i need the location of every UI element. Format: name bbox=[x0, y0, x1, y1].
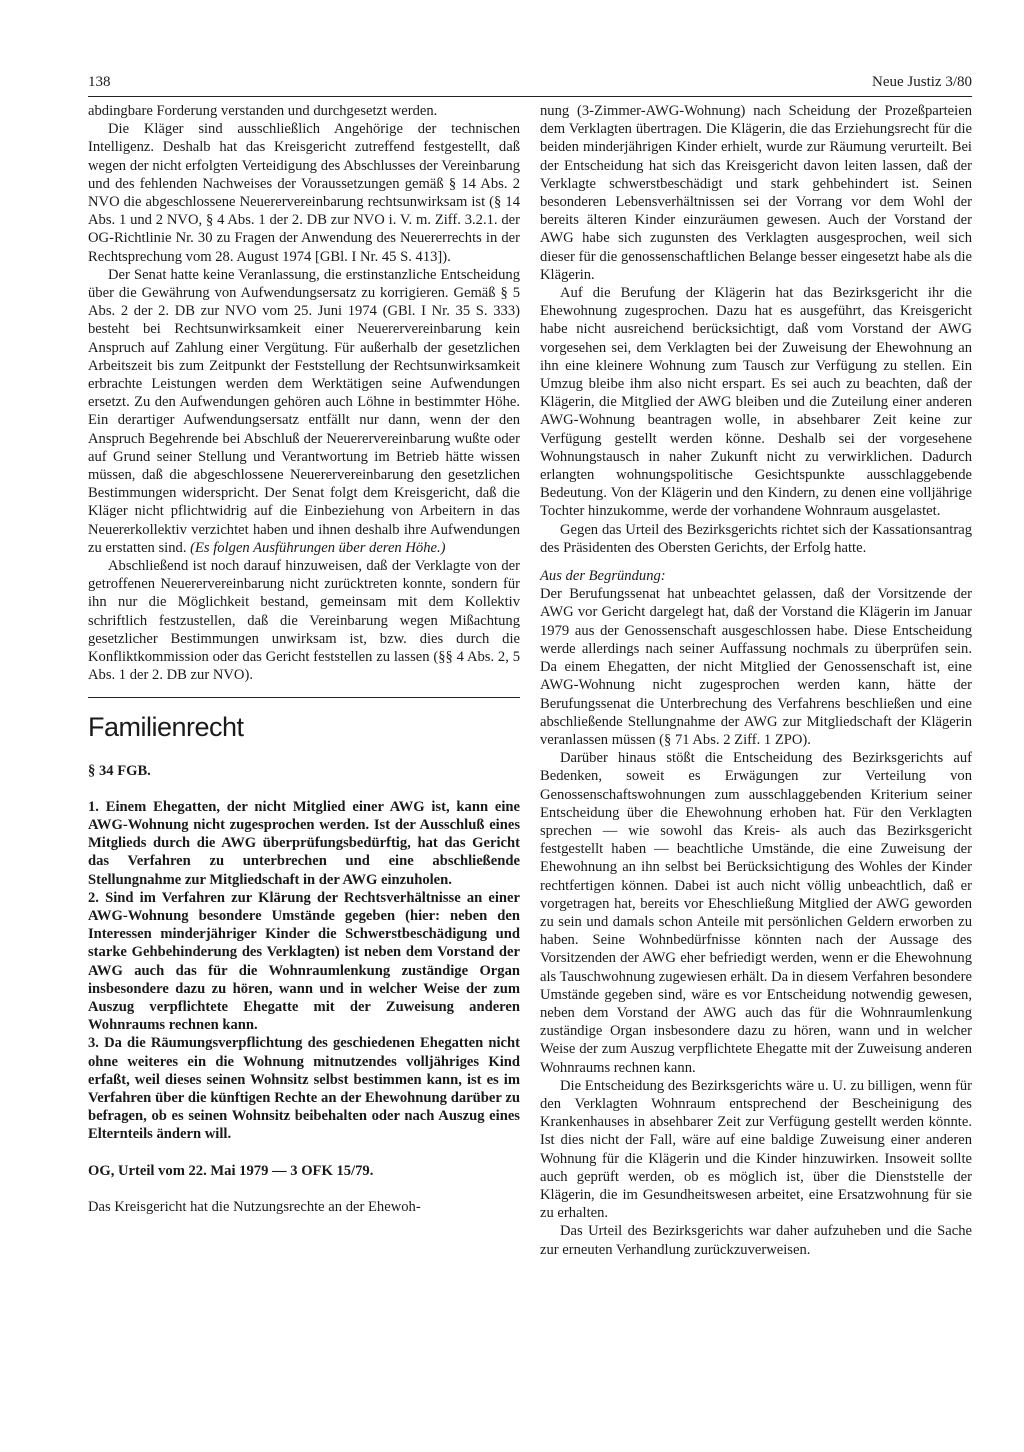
headnote-2: 2. Sind im Verfahren zur Klärung der Rechtsverhältnisse an einer AWG-Wohnung besondere Umstände gegeben (hier: neben den Interessen minderjähriger Kinder die Schwerstbeschädigung und starke Gehbehinderung des Verklagten) ist neben dem Vorstand der AWG auch das für die Wohnraumlenkung zuständige Organ insbesondere dazu zu hören, wann und in welcher Weise der zum Auszug verpflichtete Ehegatte mit der Zuweisung anderen Wohnraums rechnen kann. bbox=[88, 889, 520, 1034]
paragraph: Auf die Berufung der Klägerin hat das Bezirksgericht ihr die Ehewohnung zugesprochen. Dazu hat es ausgeführt, das Kreisgericht habe nicht ausreichend berücksichtigt, daß vom Vorstand der AWG vorgesehen sei, dem Verklagten bei der Zuweisung der Ehewohnung an ihn eine kleinere Wohnung zum Tausch zur Verfügung zu stellen. Ein Umzug bleibe ihm also nicht erspart. Es sei auch zu beachten, daß der Klägerin, die Mitglied der AWG bleiben und die Zuteilung einer anderen AWG-Wohnung beantragen wolle, in absehbarer Zeit keine zur Verfügung gestellt werden könne. Deshalb sei der vorgesehene Wohnungstausch in naher Zukunft nicht zu verwirklichen. Dadurch erlangten wohnungspolitische Gesichtspunkte ausschlaggebende Bedeutung. Von der Klägerin und den Kindern, zu denen eine volljährige Tochter hinzukomme, werde der vorhandene Wohnraum ausgelastet. bbox=[540, 285, 972, 520]
headnote-3: 3. Da die Räumungsverpflichtung des geschiedenen Ehegatten nicht ohne weiteres ein die Wohnung mitnutzendes volljähriges Kind erfaßt, weil dieses seinen Wohnsitz selbst bestimmen kann, ist es im Verfahren über die künftigen Rechte an der Ehewohnung darüber zu befragen, ob es seinen Wohnsitz beibehalten oder nach Auszug eines Elternteils ändern will. bbox=[88, 1035, 520, 1143]
header-rule bbox=[88, 96, 972, 97]
paragraph: Gegen das Urteil des Bezirksgerichts richtet sich der Kassationsantrag des Präsidenten des Obersten Gerichts, der Erfolg hatte. bbox=[540, 521, 972, 556]
paragraph: Die Entscheidung des Bezirksgerichts wäre u. U. zu billigen, wenn für den Verklagten Wohnraum entsprechend der Bescheinigung des Krankenhauses in absehbarer Zeit zur Verfügung gestellt werden könnte. Ist dies nicht der Fall, wäre auf eine baldige Zuweisung einer anderen Wohnung für die Klägerin und die Kinder hinzuwirken. Insoweit sollte auch geprüft werden, ob es möglich ist, über die Dienststelle der Klägerin, die im Gesundheitswesen arbeitet, eine Ersatzwohnung für sie zu erhalten. bbox=[540, 1077, 972, 1222]
paragraph: Das Kreisgericht hat die Nutzungsrechte an der Ehewoh- bbox=[88, 1198, 421, 1215]
paragraph bbox=[88, 266, 520, 557]
paragraph: Das Urteil des Bezirksgerichts war daher aufzuheben und die Sache zur erneuten Verhandlung zurückzuverweisen. bbox=[540, 1223, 972, 1258]
paragraph-text: Der Senat hatte keine Veranlassung, die erstinstanzliche Entscheidung über die Gewährung von Aufwendungsersatz zu korrigieren. Gemäß § 5 Abs. 2 der 2. DB zur NVO vom 25. Juni 1974 (GBl. I Nr. 35 S. 333) besteht bei Rechtsunwirksamkeit einer Neuerervereinbarung kein Anspruch auf Zahlung einer Vergütung. Für außerhalb der gesetzlichen Arbeitszeit bis zum Zeitpunkt der Feststellung der Rechtsunwirksamkeit erbrachte Leistungen werden dem Werktätigen seine Aufwendungen ersetzt. Zu den Aufwendungen gehören auch Löhne in bestimmter Höhe. Ein derartiger Aufwendungsersatz entfällt nur dann, wenn der den Anspruch Begehrende bei Abschluß der Neuerervereinbarung wußte oder auf Grund seiner Stellung und Verantwortung im Betrieb hätte wissen müssen, daß die abgeschlossene Neuerervereinbarung den gesetzlichen Bestimmungen widerspricht. Der Senat folgt dem Kreisgericht, daß die Kläger nicht pflichtwidrig auf die Einbeziehung von Arbeitern in das Neuererkollektiv verzichtet haben und ihnen deshalb ihre Aufwendungen zu erstatten sind. bbox=[88, 266, 520, 556]
right-column bbox=[540, 102, 972, 1259]
page-header bbox=[88, 74, 972, 94]
page-number: 138 bbox=[88, 74, 111, 90]
left-column bbox=[88, 102, 520, 1216]
section-divider bbox=[88, 697, 520, 698]
paragraph: Darüber hinaus stößt die Entscheidung des Bezirksgerichts auf Bedenken, soweit es Erwägungen zur Verteilung von Genossenschaftswohnungen zum ausschlaggebenden Kriterium seiner Entscheidung über die Ehewohnung erhoben hat. Für den Verklagten sprechen — wie sowohl das Kreis- als auch das Bezirksgericht festgestellt haben — beachtliche Umstände, die eine Zuweisung der Ehewohnung an ihn selbst bei Berücksichtigung des Wohles der Kinder rechtfertigen können. Dabei ist auch nicht völlig unbeachtlich, daß er vorgetragen hat, bereits vor Eheschließung Mitglied der AWG geworden zu sein und damals schon Anteile mit persönlichen Geldern erworben zu haben. Seine Wohnbedürfnisse könnten nach der Aussage des Vorsitzenden der AWG eher befriedigt werden, wenn er die Ehewohnung als Tauschwohnung zugewiesen erhält. Da in diesem Verfahren besondere Umstände gegeben sind, wäre es vor Entscheidung notwendig gewesen, neben dem Vorstand der AWG auch das für die Wohnraumlenkung zuständige Organ insbesondere dazu zu hören, wann und in welcher Weise der zum Auszug verpflichtete Ehegatte mit der Zuweisung anderen Wohnraums rechnen kann. bbox=[540, 750, 972, 1076]
paragraph: abdingbare Forderung verstanden und durchgesetzt werden. bbox=[88, 103, 438, 119]
journal-title: Neue Justiz 3/80 bbox=[872, 74, 972, 90]
citation: OG, Urteil vom 22. Mai 1979 — 3 OFK 15/79. bbox=[88, 1162, 374, 1179]
section-title: Familienrecht bbox=[88, 711, 244, 742]
law-reference: § 34 FGB. bbox=[88, 762, 151, 779]
paragraph: nung (3-Zimmer-AWG-Wohnung) nach Scheidung der Prozeßparteien dem Verklagten übertragen. Die Klägerin, die das Erziehungsrecht für die beiden minderjährigen Kinder erhielt, wurde zur Räumung verurteilt. Bei der Entscheidung hat sich das Kreisgericht davon leiten lassen, daß der Verklagte schwerstbeschädigt und stark gehbehindert ist. Seinen besonderen Lebensverhältnissen sei der Vorrang vor dem Wohl der bereits älteren Kinder einzuräumen gewesen. Auch der Vorstand der AWG habe sich zugunsten des Verklagten ausgesprochen, weil sich dieser für die genossenschaftlichen Belange besser eingesetzt habe als die Klägerin. bbox=[540, 103, 972, 283]
paragraph: Der Berufungssenat hat unbeachtet gelassen, daß der Vorsitzende der AWG vor Gericht dargelegt hat, daß der Vorstand die Klägerin im Januar 1979 aus der Genossenschaft ausgeschlossen habe. Diese Entscheidung werde allerdings nach seiner Auffassung nochmals zu überprüfen sein. Da einem Ehegatten, der nicht Mitglied der Genossenschaft ist, eine AWG-Wohnung nicht zugesprochen werden kann, hätte der Berufungssenat die Unterbrechung des Verfahrens beschließen und eine abschließende Stellungnahme der AWG zur Mitgliedschaft der Klägerin veranlassen müssen (§ 71 Abs. 2 Ziff. 1 ZPO). bbox=[540, 586, 972, 748]
subheading: Aus der Begründung: bbox=[540, 568, 666, 585]
headnote-1: 1. Einem Ehegatten, der nicht Mitglied einer AWG ist, kann eine AWG-Wohnung nicht zugesprochen werden. Ist der Ausschluß eines Mitglieds durch die AWG überprüfungsbedürftig, hat das Gericht das Verfahren zu unterbrechen und eine abschließende Stellungnahme zur Mitgliedschaft in der AWG einzuholen. bbox=[88, 798, 520, 888]
paragraph: Abschließend ist noch darauf hinzuweisen, daß der Verklagte von der getroffenen Neuerervereinbarung nicht zurücktreten konnte, sondern für ihn nur die Möglichkeit bestand, gemeinsam mit dem Kollektiv schriftlich festzustellen, daß die Vereinbarung wegen Mißachtung gesetzlicher Bestimmungen unwirksam ist, bzw. dies durch die Konfliktkommission oder das Gericht feststellen zu lassen (§§ 4 Abs. 2, 5 Abs. 1 der 2. DB zur NVO). bbox=[88, 558, 520, 684]
italic-note: (Es folgen Ausführungen über deren Höhe.) bbox=[190, 539, 446, 556]
paragraph: Die Kläger sind ausschließlich Angehörige der technischen Intelligenz. Deshalb hat das Kreisgericht zutreffend festgestellt, daß wegen der nicht erfolgten Verteidigung des Abschlusses der Vereinbarung und des fehlenden Nachweises der Voraussetzungen gemäß § 14 Abs. 2 NVO die abgeschlossene Neuerervereinbarung rechtsunwirksam ist (§ 14 Abs. 1 und 2 NVO, § 4 Abs. 1 der 2. DB zur NVO i. V. m. Ziff. 3.2.1. der OG-Richtlinie Nr. 30 zu Fragen der Anwendung des Neuererrechts in der Rechtsprechung vom 28. August 1974 [GBl. I Nr. 45 S. 413]). bbox=[88, 121, 520, 265]
